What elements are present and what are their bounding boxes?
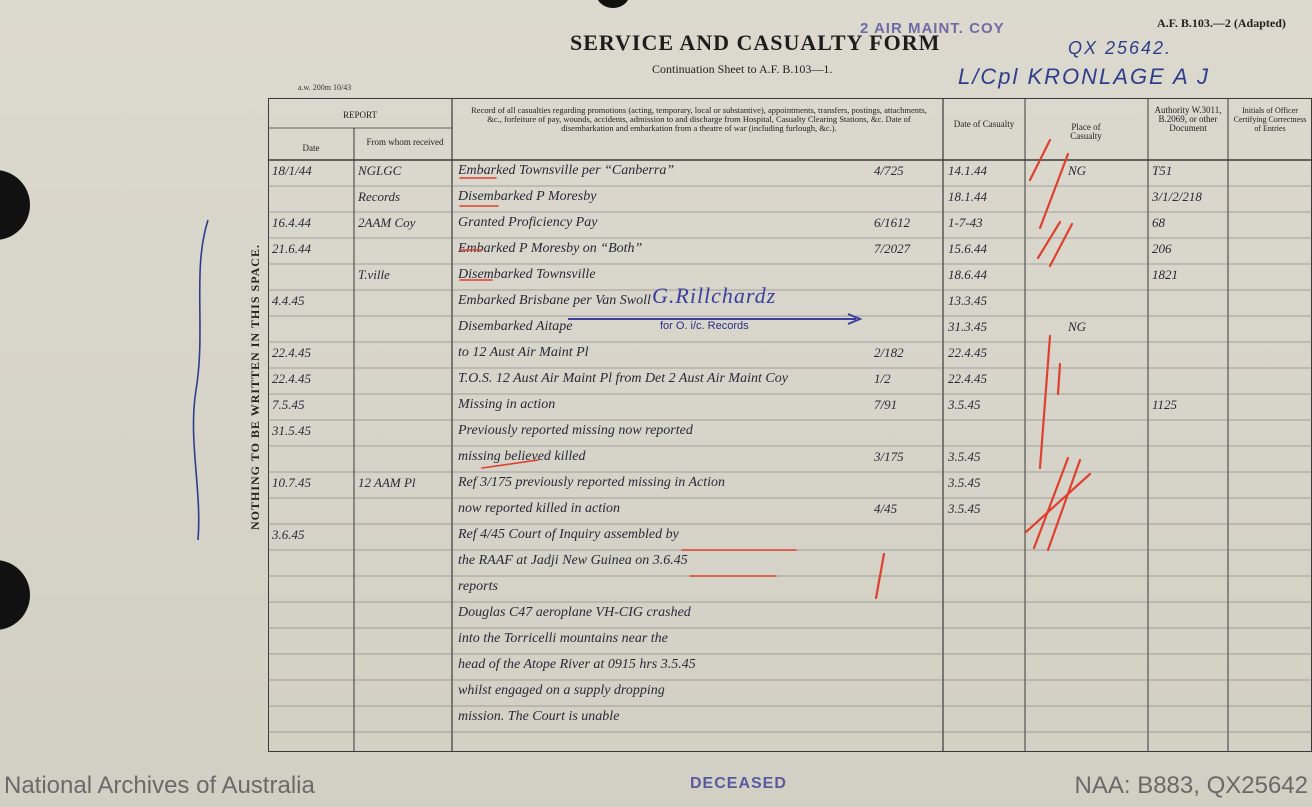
form-title: SERVICE AND CASUALTY FORM bbox=[570, 30, 941, 55]
table-row bbox=[268, 368, 1312, 394]
cell-record: missing believed killed bbox=[458, 449, 586, 464]
cell-auth: 206 bbox=[1152, 241, 1172, 256]
table-row bbox=[268, 628, 1312, 654]
punch-hole bbox=[0, 170, 30, 240]
table-row bbox=[268, 212, 1312, 238]
cell-date: 7.5.45 bbox=[272, 397, 305, 412]
cell-record: Missing in action bbox=[458, 397, 556, 412]
cell-record: Granted Proficiency Pay bbox=[458, 215, 598, 230]
report-header: REPORT bbox=[343, 110, 377, 120]
cell-dc: 15.6.44 bbox=[948, 241, 987, 256]
cell-ref: 2/182 bbox=[874, 345, 904, 360]
cell-ref: 7/91 bbox=[874, 397, 898, 412]
deceased-stamp: DECEASED bbox=[690, 775, 787, 792]
table-row bbox=[268, 576, 1312, 602]
records-label: for O. i/c. Records bbox=[660, 320, 749, 332]
punch-hole bbox=[596, 0, 630, 8]
service-number: QX 25642. bbox=[1068, 38, 1173, 58]
cell-date: 16.4.44 bbox=[272, 215, 311, 230]
cell-record: whilst engaged on a supply dropping bbox=[458, 683, 665, 698]
cell-dc: 3.5.45 bbox=[948, 501, 981, 516]
cell-dc: 13.3.45 bbox=[948, 293, 987, 308]
cell-record: Disembarked P Moresby bbox=[458, 189, 597, 204]
cell-date: 10.7.45 bbox=[272, 475, 311, 490]
cell-from: 2AAM Coy bbox=[358, 215, 416, 230]
cell-auth: 3/1/2/218 bbox=[1152, 189, 1202, 204]
table-row bbox=[268, 446, 1312, 472]
table-row bbox=[268, 160, 1312, 186]
cell-date: 22.4.45 bbox=[272, 345, 311, 360]
cell-record: Embarked P Moresby on “Both” bbox=[458, 241, 643, 256]
casualty-table bbox=[268, 98, 1312, 752]
table-row bbox=[268, 550, 1312, 576]
cell-dc: 22.4.45 bbox=[948, 371, 987, 386]
date-casualty-header: Date of Casualty bbox=[953, 119, 1015, 129]
from-header: From whom received bbox=[366, 137, 444, 147]
cell-from: 12 AAM Pl bbox=[358, 475, 416, 490]
cell-auth: T51 bbox=[1152, 163, 1173, 178]
cell-date: 31.5.45 bbox=[272, 423, 311, 438]
cell-record: to 12 Aust Air Maint Pl bbox=[458, 345, 589, 360]
cell-record: into the Torricelli mountains near the bbox=[458, 631, 668, 646]
cell-dc: 18.6.44 bbox=[948, 267, 987, 282]
side-scribble bbox=[180, 210, 220, 550]
cell-ref: 4/45 bbox=[874, 501, 898, 516]
cell-ref: 3/175 bbox=[874, 449, 904, 464]
table-row bbox=[268, 420, 1312, 446]
cell-record: Disembarked Townsville bbox=[458, 267, 596, 282]
cell-record: Ref 4/45 Court of Inquiry assembled by bbox=[458, 527, 679, 542]
table-row bbox=[268, 706, 1312, 732]
form-subtitle: Continuation Sheet to A.F. B.103—1. bbox=[652, 62, 833, 76]
cell-from: T.ville bbox=[358, 267, 390, 282]
cell-date: 4.4.45 bbox=[272, 293, 305, 308]
cell-record: reports bbox=[458, 579, 498, 594]
archive-credit: National Archives of Australia bbox=[4, 772, 315, 799]
archive-reference: NAA: B883, QX25642 bbox=[1074, 772, 1308, 799]
cell-auth: 1821 bbox=[1152, 267, 1178, 282]
cell-date: 22.4.45 bbox=[272, 371, 311, 386]
cell-date: 18/1/44 bbox=[272, 163, 312, 178]
cell-dc: 14.1.44 bbox=[948, 163, 987, 178]
cell-ref: 7/2027 bbox=[874, 241, 911, 256]
table-row bbox=[268, 342, 1312, 368]
date-header: Date bbox=[302, 143, 320, 153]
cell-record: Embarked Brisbane per Van Swoll bbox=[458, 293, 651, 308]
cell-ref: 6/1612 bbox=[874, 215, 911, 230]
cell-record: T.O.S. 12 Aust Air Maint Pl from Det 2 Aust Air Maint Coy bbox=[458, 371, 788, 386]
cell-dc: 18.1.44 bbox=[948, 189, 987, 204]
table-row bbox=[268, 264, 1312, 290]
cell-date: 21.6.44 bbox=[272, 241, 311, 256]
authority-header: Authority W.3011, B.2069, or other Document bbox=[1154, 105, 1222, 133]
table-row bbox=[268, 498, 1312, 524]
cell-record: head of the Atope River at 0915 hrs 3.5.45 bbox=[458, 657, 696, 672]
unit-stamp: 2 AIR MAINT. COY bbox=[860, 20, 1005, 37]
cell-dc: 3.5.45 bbox=[948, 449, 981, 464]
print-code: a.w. 200m 10/43 bbox=[298, 83, 352, 92]
records-signature: G.Rillchardz bbox=[652, 283, 777, 308]
cell-dc: 31.3.45 bbox=[948, 319, 987, 334]
side-instruction: NOTHING TO BE WRITTEN IN THIS SPACE. bbox=[248, 244, 262, 530]
cell-from: Records bbox=[358, 189, 401, 204]
cell-place: NG bbox=[1068, 163, 1087, 178]
cell-dc: 3.5.45 bbox=[948, 475, 981, 490]
form-reference: A.F. B.103.—2 (Adapted) bbox=[1157, 16, 1286, 30]
record-header: Record of all casualties regarding promotions (acting, temporary, local or substantive), appointments, transfers, postings, attachments, &c., forfeiture of pay, wounds, accidents, admission to and discharge from Hospital, Casualty Clearing Stations, &c. Date of disembarkation and embarkation from a theatre of war (including furlough, &c.). bbox=[471, 105, 927, 133]
cell-ref: 4/725 bbox=[874, 163, 904, 178]
table-row bbox=[268, 680, 1312, 706]
table-row bbox=[268, 602, 1312, 628]
soldier-name: L/Cpl KRONLAGE A J bbox=[958, 64, 1210, 89]
cell-date: 3.6.45 bbox=[272, 527, 305, 542]
cell-record: Ref 3/175 previously reported missing in Action bbox=[458, 475, 726, 490]
table-row bbox=[268, 186, 1312, 212]
table-row bbox=[268, 472, 1312, 498]
table-row bbox=[268, 524, 1312, 550]
initials-header: Initials of Officer Certifying Correctness of Entries bbox=[1233, 106, 1307, 133]
cell-dc: 3.5.45 bbox=[948, 397, 981, 412]
cell-dc: 1-7-43 bbox=[948, 215, 983, 230]
place-header: Place of Casualty bbox=[1070, 122, 1102, 141]
cell-record: Previously reported missing now reported bbox=[458, 423, 693, 438]
cell-auth: 68 bbox=[1152, 215, 1165, 230]
cell-from: NGLGC bbox=[358, 163, 402, 178]
punch-hole bbox=[0, 560, 30, 630]
cell-place: NG bbox=[1068, 319, 1087, 334]
table-row bbox=[268, 654, 1312, 680]
cell-record: mission. The Court is unable bbox=[458, 709, 620, 724]
cell-record: Disembarked Aitape bbox=[458, 319, 573, 334]
table-row bbox=[268, 394, 1312, 420]
cell-dc: 22.4.45 bbox=[948, 345, 987, 360]
cell-record: Embarked Townsville per “Canberra” bbox=[458, 163, 675, 178]
cell-ref: 1/2 bbox=[874, 371, 891, 386]
cell-auth: 1125 bbox=[1152, 397, 1178, 412]
cell-record: now reported killed in action bbox=[458, 501, 621, 516]
cell-record: Douglas C47 aeroplane VH-CIG crashed bbox=[458, 605, 691, 620]
cell-record: the RAAF at Jadji New Guinea on 3.6.45 bbox=[458, 553, 688, 568]
table-row bbox=[268, 238, 1312, 264]
